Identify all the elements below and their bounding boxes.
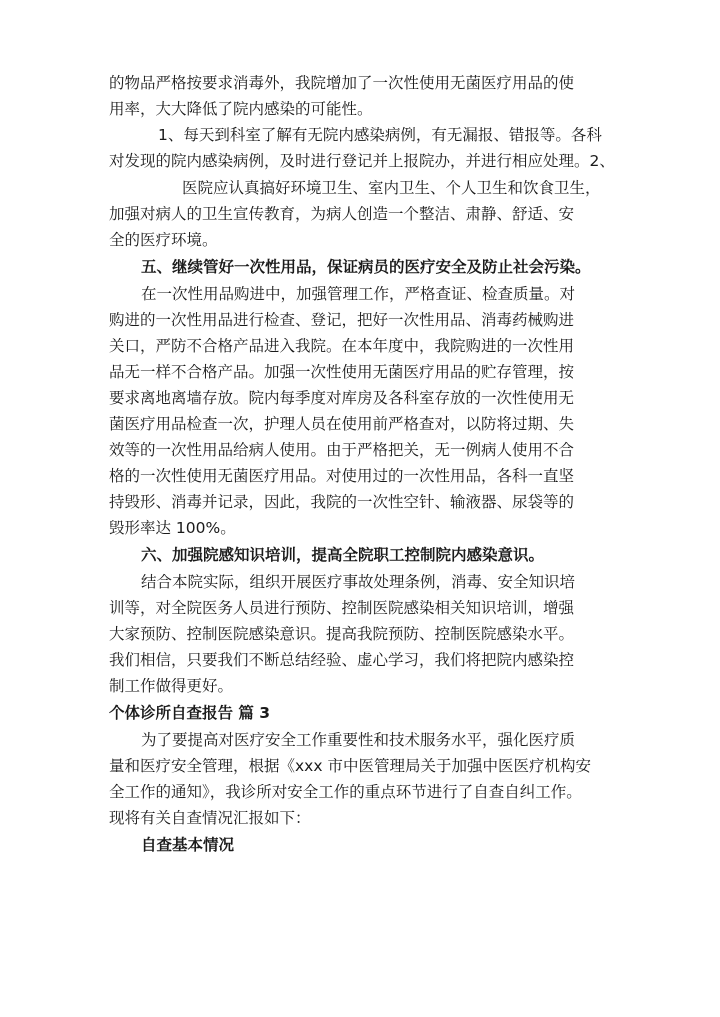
section-heading: 五、继续管好一次性用品，保证病员的医疗安全及防止社会污染。 — [141, 258, 591, 276]
paragraph-line: 医院应认真搞好环境卫生、室内卫生、个人卫生和饮食卫生， — [182, 179, 601, 197]
paragraph-line: 在一次性用品购进中，加强管理工作，严格查证、检查质量。对 — [141, 285, 576, 303]
paragraph-line: 效等的一次性用品给病人使用。由于严格把关，无一例病人使用不合 — [109, 441, 575, 459]
paragraph-line: 1、每天到科室了解有无院内感染病例，有无漏报、错报等。各科 — [158, 126, 602, 144]
paragraph-line: 现将有关自查情况汇报如下： — [109, 809, 311, 827]
paragraph-line: 的物品严格按要求消毒外，我院增加了一次性使用无菌医疗用品的使 — [109, 74, 575, 92]
paragraph-line: 训等，对全院医务人员进行预防、控制医院感染相关知识培训，增强 — [109, 599, 575, 617]
paragraph-line: 我们相信，只要我们不断总结经验、虚心学习，我们将把院内感染控 — [109, 651, 575, 669]
paragraph-line: 大家预防、控制医院感染意识。提高我院预防、控制医院感染水平。 — [109, 625, 575, 643]
section-heading: 六、加强院感知识培训，提高全院职工控制院内感染意识。 — [141, 546, 545, 564]
paragraph-line: 对发现的院内感染病例，及时进行登记并上报院办，并进行相应处理。2、 — [109, 152, 615, 170]
paragraph-line: 量和医疗安全管理，根据《xxx 市中医管理局关于加强中医医疗机构安 — [109, 757, 591, 775]
section-heading: 自查基本情况 — [141, 836, 235, 854]
paragraph-line: 毁形率达 100%。 — [109, 519, 236, 537]
paragraph-line: 全工作的通知》，我诊所对安全工作的重点环节进行了自查自纠工作。 — [109, 783, 582, 801]
paragraph-line: 购进的一次性用品进行检查、登记，把好一次性用品、消毒药械购进 — [109, 311, 575, 329]
paragraph-line: 结合本院实际，组织开展医疗事故处理条例，消毒、安全知识培 — [141, 573, 576, 591]
paragraph-line: 用率，大大降低了院内感染的可能性。 — [109, 100, 373, 118]
paragraph-line: 制工作做得更好。 — [109, 677, 234, 695]
paragraph-line: 为了要提高对医疗安全工作重要性和技术服务水平，强化医疗质 — [141, 731, 576, 749]
paragraph-line: 品无一样不合格产品。加强一次性使用无菌医疗用品的贮存管理，按 — [109, 363, 575, 381]
paragraph-line: 持毁形、消毒并记录，因此，我院的一次性空针、输液器、尿袋等的 — [109, 493, 575, 511]
paragraph-line: 格的一次性使用无菌医疗用品。对使用过的一次性用品，各科一直坚 — [109, 467, 575, 485]
paragraph-line: 要求离地离墙存放。院内每季度对库房及各科室存放的一次性使用无 — [109, 389, 575, 407]
paragraph-line: 菌医疗用品检查一次，护理人员在使用前严格查对，以防将过期、失 — [109, 415, 575, 433]
paragraph-line: 加强对病人的卫生宣传教育，为病人创造一个整洁、肃静、舒适、安 — [109, 205, 575, 223]
paragraph-line: 全的医疗环境。 — [109, 231, 218, 249]
document-title: 个体诊所自查报告 篇 3 — [109, 704, 271, 722]
paragraph-line: 关口，严防不合格产品进入我院。在本年度中，我院购进的一次性用 — [109, 337, 575, 355]
